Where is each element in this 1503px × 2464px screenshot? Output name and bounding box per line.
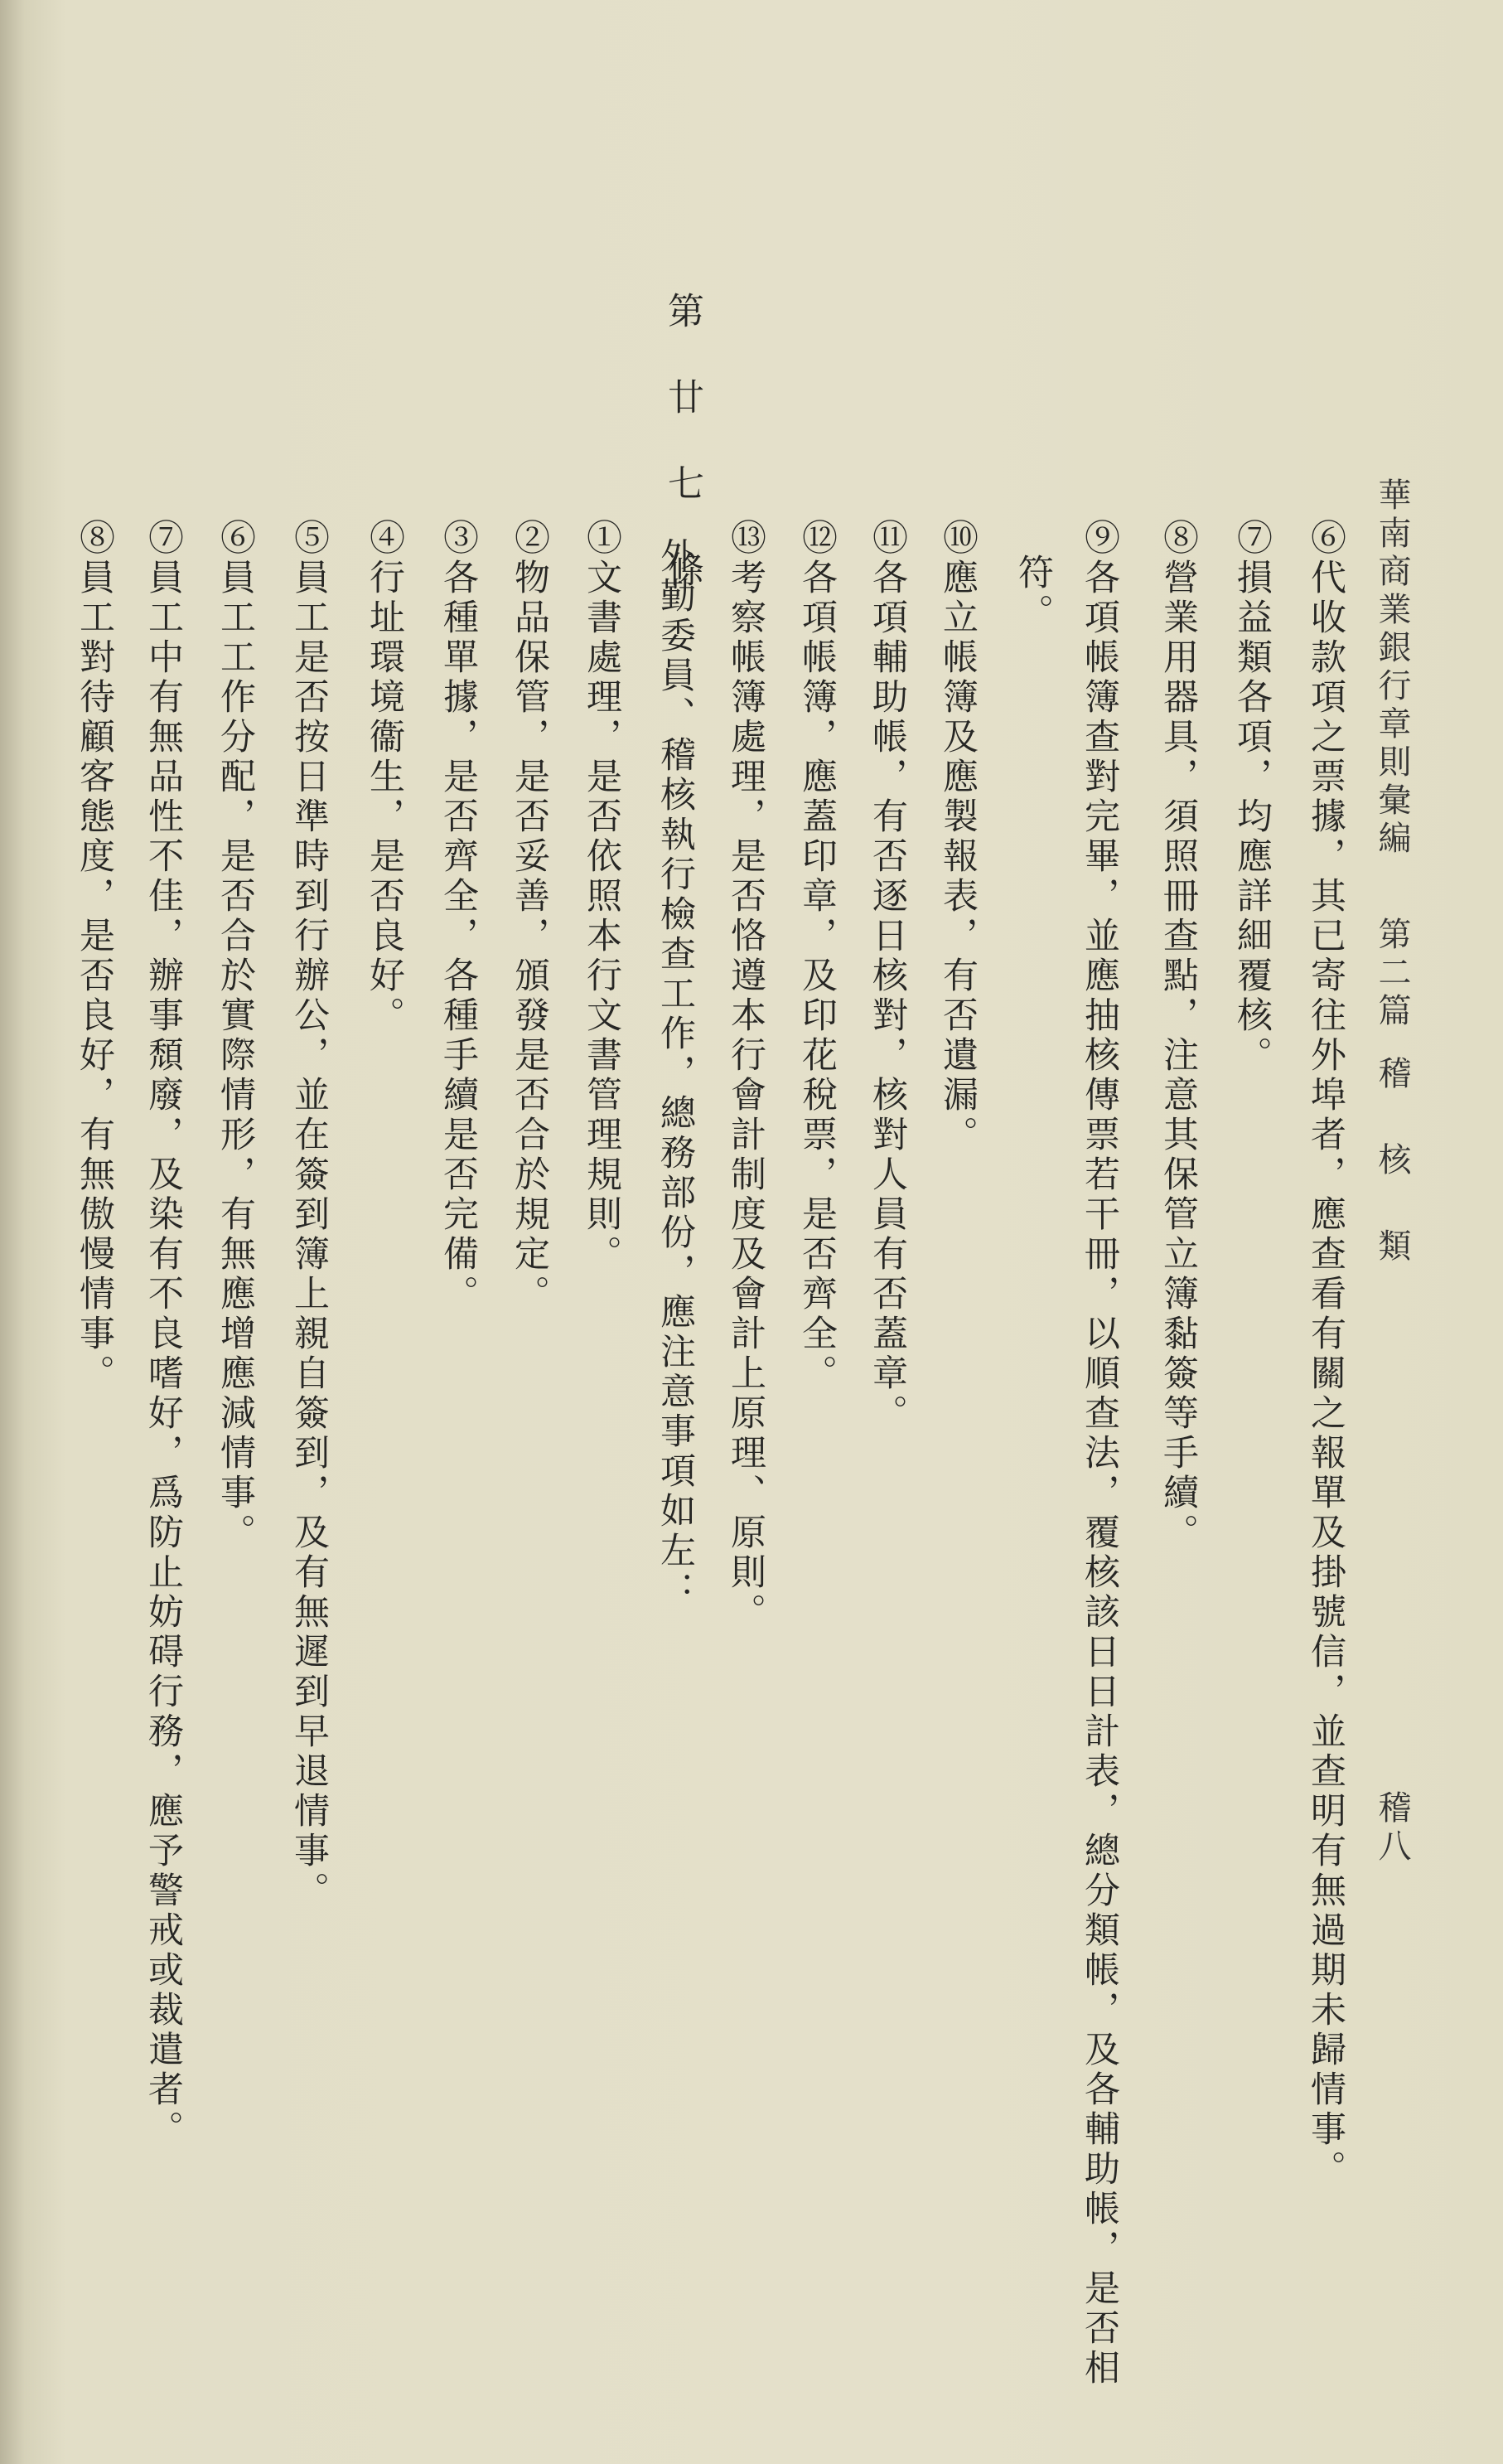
category-char: 類 <box>1373 1228 1411 1266</box>
category-char: 核 <box>1373 1142 1411 1180</box>
list-item: ⑦損益類各項，均應詳細覆核。 <box>1231 519 1273 1076</box>
list-item: ⑪各項輔助帳，有否逐日核對，核對人員有否蓋章。 <box>867 519 908 1434</box>
list-item: ①文書處理，是否依照本行文書管理規則。 <box>581 519 622 1275</box>
article-title: 第廿七條 <box>661 292 703 637</box>
list-item: ⑨各項帳簿查對完畢，並應抽核傳票若干冊，以順查法，覆核該日日計表，總分類帳，及各輔助帳，是否相 <box>1079 519 1120 2389</box>
part-label: 第二篇 <box>1373 917 1411 1031</box>
list-item: ④行址環境衞生，是否良好。 <box>364 519 405 1036</box>
list-item: ⑩應立帳簿及應製報表，有否遺漏。 <box>937 519 979 1155</box>
list-item: ⑧員工對待顧客態度，是否良好，有無傲慢情事。 <box>74 519 115 1394</box>
list-item: ⑧營業用器具，須照冊查點，注意其保管立簿黏簽等手續。 <box>1157 519 1199 1553</box>
list-item: ②物品保管，是否妥善，頒發是否合於規定。 <box>509 519 550 1314</box>
page-header <box>1369 477 1416 1266</box>
list-item: ⑫各項帳簿，應蓋印章，及印花稅票，是否齊全。 <box>796 519 838 1394</box>
page-number: 稽八 <box>1373 1790 1411 1866</box>
article-intro: 外勤委員、稽核執行檢查工作，總務部份，應注意事項如左： <box>655 537 696 1611</box>
book-title: 華南商業銀行章則彙編 <box>1373 477 1411 859</box>
category-char: 稽 <box>1373 1056 1411 1094</box>
list-item: ⑥代收款項之票據，其已寄往外埠者，應查看有關之報單及掛號信，並查明有無過期未歸情事。 <box>1305 519 1346 2190</box>
list-item: ⑤員工是否按日準時到行辦公，並在簽到簿上親自簽到，及有無遲到早退情事。 <box>288 519 330 1911</box>
list-item: ⑥員工工作分配，是否合於實際情形，有無應增應減情事。 <box>215 519 256 1553</box>
list-item: ③各種單據，是否齊全，各種手續是否完備。 <box>437 519 479 1314</box>
list-item: ⑦員工中有無品性不佳，辦事頹廢，及染有不良嗜好，爲防止妨碍行務，應予警戒或裁遣者。 <box>143 519 184 2150</box>
list-item-continuation: 符。 <box>1012 554 1054 633</box>
list-item: ⑬考察帳簿處理，是否恪遵本行會計制度及會計上原理、原則。 <box>725 519 766 1633</box>
